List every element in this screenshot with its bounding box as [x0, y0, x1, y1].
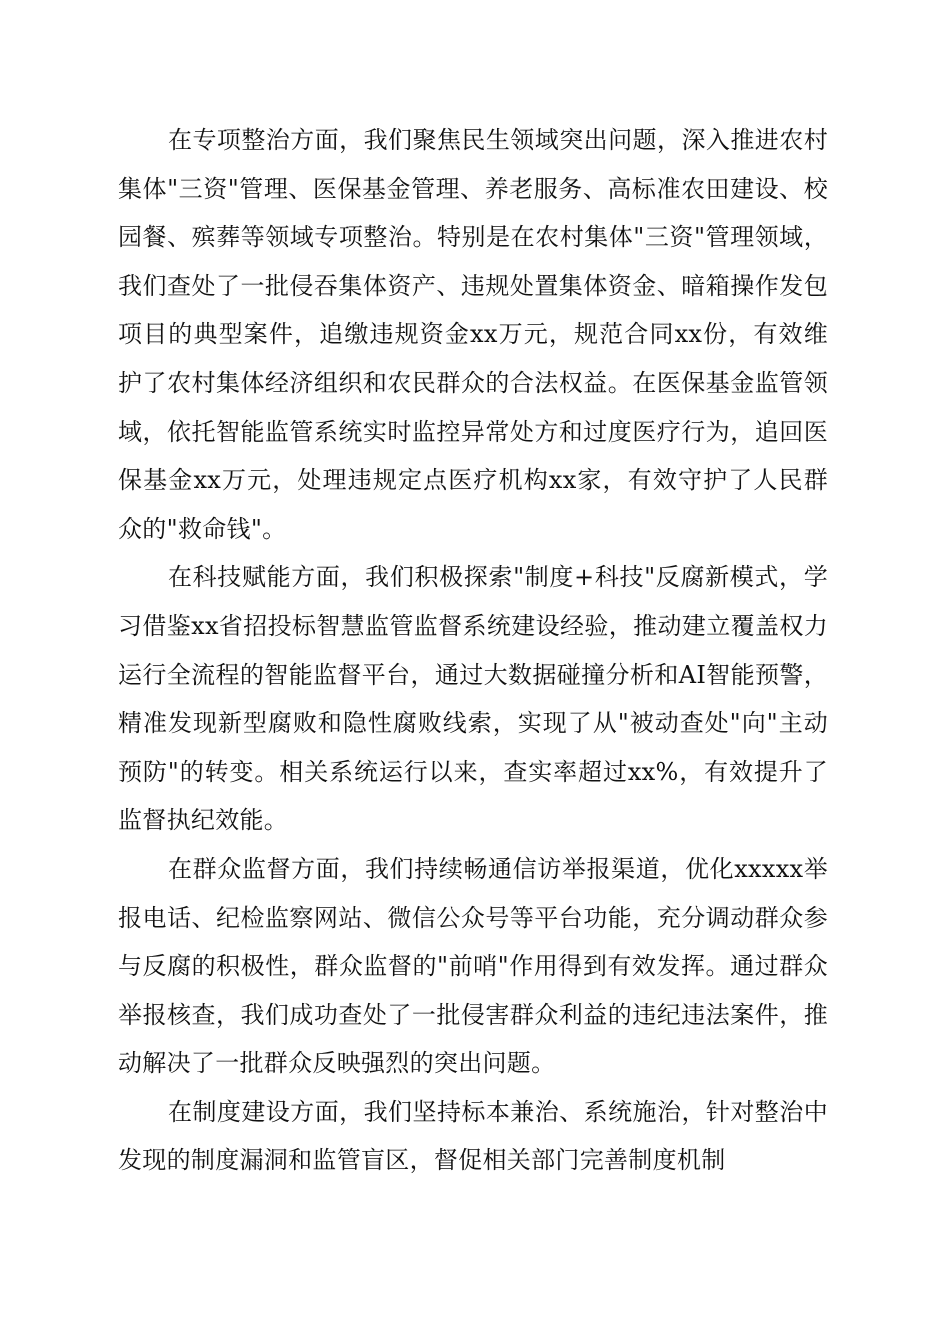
- document-body: [118, 116, 828, 1185]
- paragraph-system-building: 在制度建设方面，我们坚持标本兼治、系统施治，针对整治中发现的制度漏洞和监管盲区，督促相关部门完善制度机制: [118, 1097, 828, 1175]
- paragraph-special-rectification: 在专项整治方面，我们聚焦民生领域突出问题，深入推进农村集体"三资"管理、医保基金管理、养老服务、高标准农田建设、校园餐、殡葬等领域专项整治。特别是在农村集体"三资"管理领域，我们查处了一批侵吞集体资产、违规处置集体资金、暗箱操作发包项目的典型案件，追缴违规资金xx万元，规范合同xx份，有效维护了农村集体经济组织和农民群众的合法权益。在医保基金监管领域，依托智能监管系统实时监控异常处方和过度医疗行为，追回医保基金xx万元，处理违规定点医疗机构xx家，有效守护了人民群众的"救命钱"。: [118, 126, 828, 543]
- paragraph-technology-empowerment: 在科技赋能方面，我们积极探索"制度+科技"反腐新模式，学习借鉴xx省招投标智慧监管监督系统建设经验，推动建立覆盖权力运行全流程的智能监督平台，通过大数据碰撞分析和AI智能预警，精准发现新型腐败和隐性腐败线索，实现了从"被动查处"向"主动预防"的转变。相关系统运行以来，查实率超过xx%，有效提升了监督执纪效能。: [118, 563, 828, 835]
- paragraph-public-supervision: 在群众监督方面，我们持续畅通信访举报渠道，优化xxxxx举报电话、纪检监察网站、微信公众号等平台功能，充分调动群众参与反腐的积极性，群众监督的"前哨"作用得到有效发挥。通过群众举报核查，我们成功查处了一批侵害群众利益的违纪违法案件，推动解决了一批群众反映强烈的突出问题。: [118, 854, 828, 1078]
